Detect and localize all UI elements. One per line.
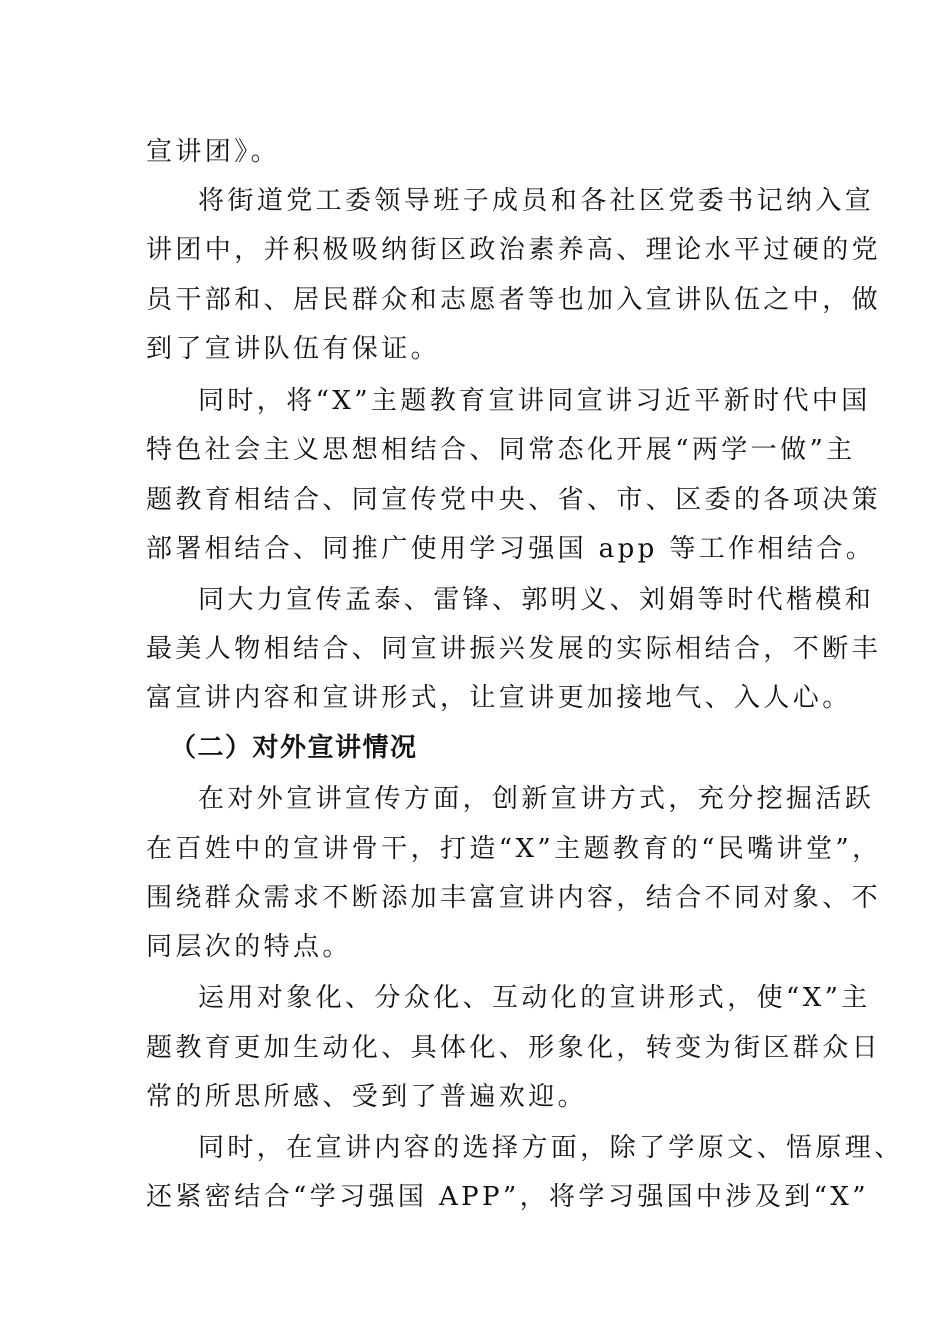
text-line: 围绕群众需求不断添加丰富宣讲内容，结合不同对象、不 (146, 883, 882, 913)
text-line: 部署相结合、同推广使用学习强国 app 等工作相结合。 (146, 534, 876, 564)
paragraph-start-line: 将街道党工委领导班子成员和各社区党委书记纳入宣 (198, 186, 875, 216)
text-line: 还紧密结合“学习强国 APP”，将学习强国中涉及到“X” (146, 1182, 869, 1212)
text-line: 同层次的特点。 (146, 932, 352, 962)
text-line: 题教育相结合、同宣传党中央、省、市、区委的各项决策 (146, 485, 882, 515)
paragraph-start-line: 运用对象化、分众化、互动化的宣讲形式，使“X”主 (198, 983, 871, 1013)
paragraph-start-line: 同时，在宣讲内容的选择方面，除了学原文、悟原理、 (198, 1133, 904, 1163)
section-heading: （二）对外宣讲情况 (170, 733, 418, 763)
text-line: 常的所思所感、受到了普遍欢迎。 (146, 1082, 588, 1112)
text-line: 宣讲团》。 (146, 137, 281, 167)
paragraph-start-line: 在对外宣讲宣传方面，创新宣讲方式，充分挖掘活跃 (198, 784, 875, 814)
text-line: 员干部和、居民群众和志愿者等也加入宣讲队伍之中，做 (146, 285, 882, 315)
text-line: 到了宣讲队伍有保证。 (146, 334, 441, 364)
paragraph-start-line: 同大力宣传孟泰、雷锋、郭明义、刘娟等时代楷模和 (198, 585, 875, 615)
text-line: 特色社会主义思想相结合、同常态化开展“两学一做”主 (146, 435, 856, 465)
text-line: 富宣讲内容和宣讲形式，让宣讲更加接地气、入人心。 (146, 683, 852, 713)
text-line: 最美人物相结合、同宣讲振兴发展的实际相结合，不断丰 (146, 634, 882, 664)
text-line: 讲团中，并积极吸纳街区政治素养高、理论水平过硬的党 (146, 235, 882, 265)
text-line: 在百姓中的宣讲骨干，打造“X”主题教育的“民嘴讲堂”， (146, 834, 882, 864)
paragraph-start-line: 同时，将“X”主题教育宣讲同宣讲习近平新时代中国 (198, 386, 871, 416)
text-line: 题教育更加生动化、具体化、形象化，转变为街区群众日 (146, 1033, 882, 1063)
